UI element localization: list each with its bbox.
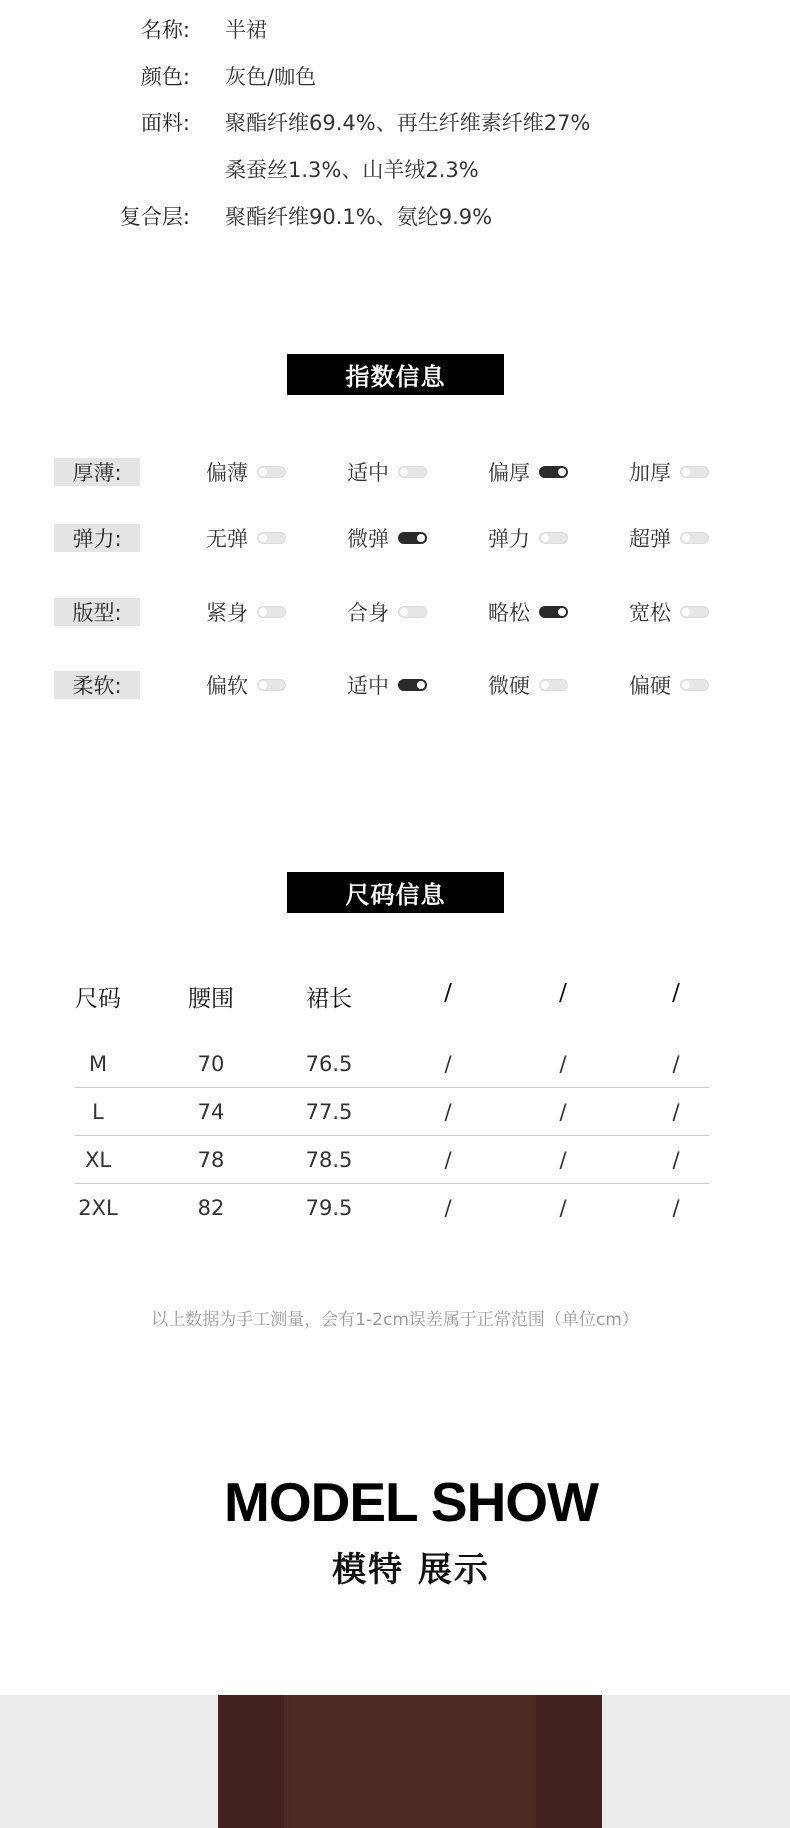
info-label-lining: 复合层:	[119, 205, 190, 229]
size-table-cell: /	[559, 1196, 567, 1220]
table-row-divider	[75, 1087, 709, 1088]
index-option	[629, 523, 709, 553]
toggle-off-icon	[398, 466, 427, 478]
toggle-off-icon	[257, 679, 286, 691]
measurement-note: 以上数据为手工测量，会有1-2cm误差属于正常范围（单位cm）	[151, 1310, 639, 1330]
index-option-label: 微硬	[488, 674, 530, 698]
toggle-off-icon	[680, 532, 709, 544]
index-section-title: 指数信息	[287, 354, 504, 395]
toggle-on-icon	[398, 532, 427, 544]
toggle-on-icon	[398, 679, 427, 691]
index-row-label: 版型:	[54, 598, 140, 626]
size-table-header: 裙长	[306, 986, 352, 1012]
index-option	[206, 457, 286, 487]
toggle-off-icon	[680, 466, 709, 478]
size-table-cell: 76.5	[305, 1052, 353, 1076]
size-table-cell: 78.5	[305, 1148, 353, 1172]
right-sleeve	[536, 1695, 602, 1828]
toggle-off-icon	[257, 606, 286, 618]
left-sleeve	[218, 1695, 284, 1828]
info-value-fabric-cont: 桑蚕丝1.3%、山羊绒2.3%	[225, 158, 479, 182]
index-option	[629, 457, 709, 487]
size-table-cell: XL	[84, 1148, 112, 1172]
index-option-label: 宽松	[629, 601, 671, 625]
toggle-off-icon	[398, 606, 427, 618]
info-value-lining: 聚酯纤维90.1%、氨纶9.9%	[225, 205, 493, 229]
size-table-cell: /	[444, 1196, 452, 1220]
info-label-fabric: 面料:	[140, 111, 190, 135]
index-option	[347, 597, 427, 627]
index-option-label: 紧身	[206, 601, 248, 625]
index-option-label: 弹力	[488, 527, 530, 551]
size-table-cell: /	[672, 1196, 680, 1220]
size-table-cell: /	[559, 1148, 567, 1172]
index-option-label: 无弹	[206, 527, 248, 551]
size-table-cell: /	[672, 1148, 680, 1172]
index-option	[347, 457, 427, 487]
info-label-color: 颜色:	[140, 65, 190, 89]
index-option	[206, 523, 286, 553]
model-show-title-cn: 模特 展示	[332, 1550, 490, 1590]
index-row-label: 弹力:	[54, 524, 140, 552]
size-table-cell: /	[444, 1148, 452, 1172]
index-option-label: 适中	[347, 674, 389, 698]
index-option-label: 加厚	[629, 461, 671, 485]
index-option-label: 适中	[347, 461, 389, 485]
size-table-cell: 82	[197, 1196, 225, 1220]
size-table-cell: /	[444, 1100, 452, 1124]
table-row-divider	[75, 1183, 709, 1184]
model-show-title-en: MODEL SHOW	[224, 1471, 598, 1533]
toggle-off-icon	[680, 679, 709, 691]
toggle-off-icon	[539, 679, 568, 691]
info-label-name: 名称:	[140, 18, 190, 42]
index-option-label: 微弹	[347, 527, 389, 551]
size-table-header: /	[672, 980, 680, 1006]
index-row-label: 厚薄:	[54, 458, 140, 486]
toggle-off-icon	[257, 532, 286, 544]
index-option	[488, 457, 568, 487]
toggle-off-icon	[680, 606, 709, 618]
index-option	[629, 597, 709, 627]
index-option	[347, 670, 427, 700]
index-option-label: 略松	[488, 601, 530, 625]
size-table-cell: 78	[197, 1148, 225, 1172]
index-option	[488, 670, 568, 700]
size-table-cell: 70	[197, 1052, 225, 1076]
size-table-cell: /	[559, 1052, 567, 1076]
size-table-cell: M	[88, 1052, 108, 1076]
index-option	[488, 523, 568, 553]
index-option-label: 偏厚	[488, 461, 530, 485]
info-value-fabric: 聚酯纤维69.4%、再生纤维素纤维27%	[225, 111, 591, 135]
size-table-cell: 77.5	[305, 1100, 353, 1124]
index-option-label: 偏薄	[206, 461, 248, 485]
index-option	[347, 523, 427, 553]
size-table-cell: 2XL	[78, 1196, 118, 1220]
size-table-cell: /	[672, 1100, 680, 1124]
index-option	[206, 597, 286, 627]
size-table-cell: /	[559, 1100, 567, 1124]
index-option-label: 偏软	[206, 674, 248, 698]
size-table-header: /	[444, 980, 452, 1006]
table-row-divider	[75, 1135, 709, 1136]
toggle-off-icon	[539, 532, 568, 544]
size-section-title: 尺码信息	[287, 872, 504, 913]
model-photo	[0, 1695, 790, 1828]
garment-body	[290, 1695, 530, 1828]
index-option	[629, 670, 709, 700]
info-value-name: 半裙	[225, 18, 267, 42]
size-table-cell: /	[444, 1052, 452, 1076]
toggle-on-icon	[539, 606, 568, 618]
index-option-label: 超弹	[629, 527, 671, 551]
size-table-header: /	[559, 980, 567, 1006]
info-value-color: 灰色/咖色	[225, 65, 317, 89]
index-row-label: 柔软:	[54, 671, 140, 699]
toggle-off-icon	[257, 466, 286, 478]
index-option	[488, 597, 568, 627]
size-table-cell: 74	[197, 1100, 225, 1124]
size-table-cell: L	[92, 1100, 104, 1124]
index-option-label: 偏硬	[629, 674, 671, 698]
size-table-header: 尺码	[75, 986, 121, 1012]
toggle-on-icon	[539, 466, 568, 478]
size-table-cell: /	[672, 1052, 680, 1076]
index-option	[206, 670, 286, 700]
size-table-cell: 79.5	[305, 1196, 353, 1220]
index-option-label: 合身	[347, 601, 389, 625]
size-table-header: 腰围	[188, 986, 234, 1012]
